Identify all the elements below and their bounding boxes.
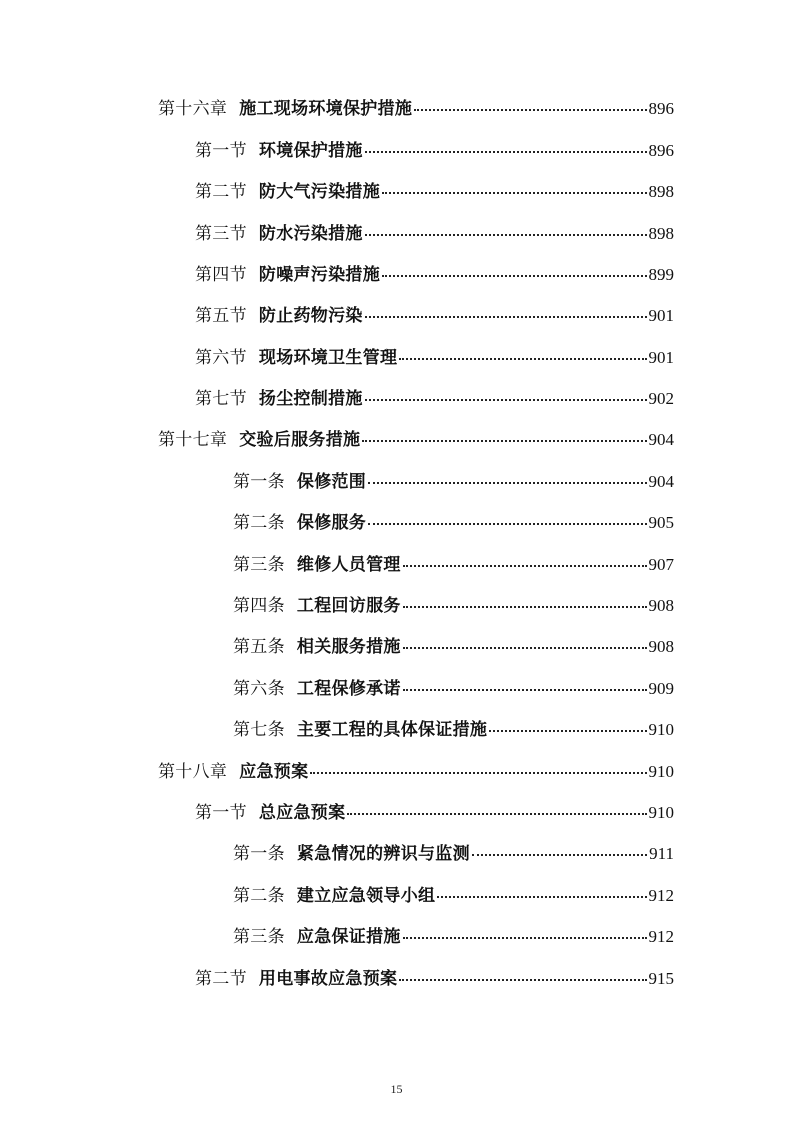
- toc-entry-page: 904: [648, 430, 674, 449]
- toc-entry-page: 912: [648, 927, 674, 946]
- dot-leader: [399, 979, 646, 981]
- dot-leader: [489, 730, 646, 732]
- toc-entry-title: 防止药物污染: [258, 306, 363, 326]
- toc-entry-article[interactable]: [233, 716, 674, 744]
- dot-leader: [403, 689, 647, 691]
- toc-entry-page: 902: [648, 389, 674, 408]
- toc-entry-page: 905: [648, 513, 674, 532]
- toc-entry-label: 第二条: [233, 886, 285, 906]
- dot-leader: [414, 109, 646, 111]
- dot-leader: [365, 399, 647, 401]
- toc-entry-label: 第十六章: [158, 99, 228, 119]
- dot-leader: [368, 523, 646, 525]
- toc-entry-section[interactable]: [195, 344, 674, 372]
- dot-leader: [347, 813, 646, 815]
- toc-entry-article[interactable]: [233, 923, 674, 951]
- toc-entry-section[interactable]: [195, 385, 674, 413]
- toc-entry-label: 第一条: [233, 472, 285, 492]
- toc-entry-page: 901: [648, 306, 674, 325]
- toc-entry-title: 防大气污染措施: [258, 182, 381, 202]
- toc-entry-title: 建立应急领导小组: [296, 886, 436, 906]
- toc-entry-title: 保修范围: [296, 472, 367, 492]
- toc-entry-article[interactable]: [233, 592, 674, 620]
- toc-entry-page: 915: [648, 969, 674, 988]
- toc-entry-chapter[interactable]: [158, 95, 674, 123]
- toc-entry-page: 901: [648, 348, 674, 367]
- dot-leader: [472, 854, 647, 856]
- toc-entry-title: 现场环境卫生管理: [258, 348, 398, 368]
- toc-entry-page: 907: [648, 555, 674, 574]
- toc-entry-page: 910: [648, 720, 674, 739]
- toc-entry-label: 第一节: [195, 803, 247, 823]
- dot-leader: [399, 358, 646, 360]
- dot-leader: [382, 192, 646, 194]
- toc-entry-label: 第七节: [195, 389, 247, 409]
- toc-entry-chapter[interactable]: [158, 758, 674, 786]
- toc-entry-title: 环境保护措施: [258, 141, 363, 161]
- toc-entry-page: 908: [648, 637, 674, 656]
- dot-leader: [437, 896, 646, 898]
- toc-entry-label: 第二节: [195, 969, 247, 989]
- toc-entry-label: 第十七章: [158, 430, 228, 450]
- toc-entry-title: 防噪声污染措施: [258, 265, 381, 285]
- dot-leader: [365, 234, 647, 236]
- dot-leader: [365, 151, 647, 153]
- dot-leader: [382, 275, 646, 277]
- toc-entry-label: 第三条: [233, 927, 285, 947]
- dot-leader: [365, 316, 647, 318]
- toc-entry-title: 施工现场环境保护措施: [239, 99, 413, 119]
- toc-entry-section[interactable]: [195, 799, 674, 827]
- toc-entry-page: 896: [648, 99, 674, 118]
- toc-entry-title: 交验后服务措施: [239, 430, 361, 450]
- toc-entry-article[interactable]: [233, 675, 674, 703]
- toc-entry-label: 第七条: [233, 720, 285, 740]
- dot-leader: [403, 647, 647, 649]
- toc-entry-title: 应急保证措施: [296, 927, 401, 947]
- toc-entry-chapter[interactable]: [158, 426, 674, 454]
- toc-entry-label: 第四节: [195, 265, 247, 285]
- toc-entry-article[interactable]: [233, 509, 674, 537]
- dot-leader: [310, 772, 646, 774]
- toc-entry-label: 第二节: [195, 182, 247, 202]
- toc-entry-title: 总应急预案: [258, 803, 346, 823]
- toc-entry-page: 896: [648, 141, 674, 160]
- toc-entry-title: 紧急情况的辨识与监测: [296, 844, 470, 864]
- toc-entry-label: 第五节: [195, 306, 247, 326]
- toc-entry-section[interactable]: [195, 965, 674, 993]
- toc-entry-article[interactable]: [233, 882, 674, 910]
- toc-entry-page: 908: [648, 596, 674, 615]
- toc-entry-title: 防水污染措施: [258, 224, 363, 244]
- toc-entry-label: 第十八章: [158, 762, 228, 782]
- dot-leader: [403, 937, 647, 939]
- toc-entry-title: 用电事故应急预案: [258, 969, 398, 989]
- toc-entry-article[interactable]: [233, 551, 674, 579]
- toc-entry-title: 维修人员管理: [296, 555, 401, 575]
- toc-entry-section[interactable]: [195, 261, 674, 289]
- toc-entry-page: 910: [648, 762, 674, 781]
- toc-entry-label: 第六节: [195, 348, 247, 368]
- toc-entry-title: 工程回访服务: [296, 596, 401, 616]
- toc-entry-title: 相关服务措施: [296, 637, 401, 657]
- toc-entry-label: 第三节: [195, 224, 247, 244]
- toc-entry-page: 899: [648, 265, 674, 284]
- toc-entry-article[interactable]: [233, 468, 674, 496]
- toc-entry-label: 第五条: [233, 637, 285, 657]
- toc-entry-page: 898: [648, 182, 674, 201]
- toc-entry-label: 第一节: [195, 141, 247, 161]
- toc-entry-page: 910: [648, 803, 674, 822]
- toc-entry-title: 扬尘控制措施: [258, 389, 363, 409]
- toc-entry-section[interactable]: [195, 137, 674, 165]
- toc-entry-title: 保修服务: [296, 513, 367, 533]
- toc-entry-article[interactable]: [233, 840, 674, 868]
- toc-entry-page: 911: [649, 844, 674, 863]
- toc-entry-label: 第一条: [233, 844, 285, 864]
- toc-entry-page: 912: [648, 886, 674, 905]
- toc-entry-title: 工程保修承诺: [296, 679, 401, 699]
- toc-entry-label: 第三条: [233, 555, 285, 575]
- toc-entry-page: 904: [648, 472, 674, 491]
- toc-entry-section[interactable]: [195, 302, 674, 330]
- toc-entry-label: 第二条: [233, 513, 285, 533]
- toc-entry-section[interactable]: [195, 178, 674, 206]
- page-number: 15: [390, 1082, 403, 1096]
- dot-leader: [403, 606, 647, 608]
- dot-leader: [368, 482, 646, 484]
- toc-entry-label: 第四条: [233, 596, 285, 616]
- dot-leader: [403, 565, 647, 567]
- toc-entry-page: 898: [648, 224, 674, 243]
- toc-entry-title: 主要工程的具体保证措施: [296, 720, 488, 740]
- toc-entry-title: 应急预案: [239, 762, 309, 782]
- toc-entry-label: 第六条: [233, 679, 285, 699]
- toc-entry-section[interactable]: [195, 220, 674, 248]
- toc-entry-article[interactable]: [233, 633, 674, 661]
- toc-entry-page: 909: [648, 679, 674, 698]
- dot-leader: [362, 440, 646, 442]
